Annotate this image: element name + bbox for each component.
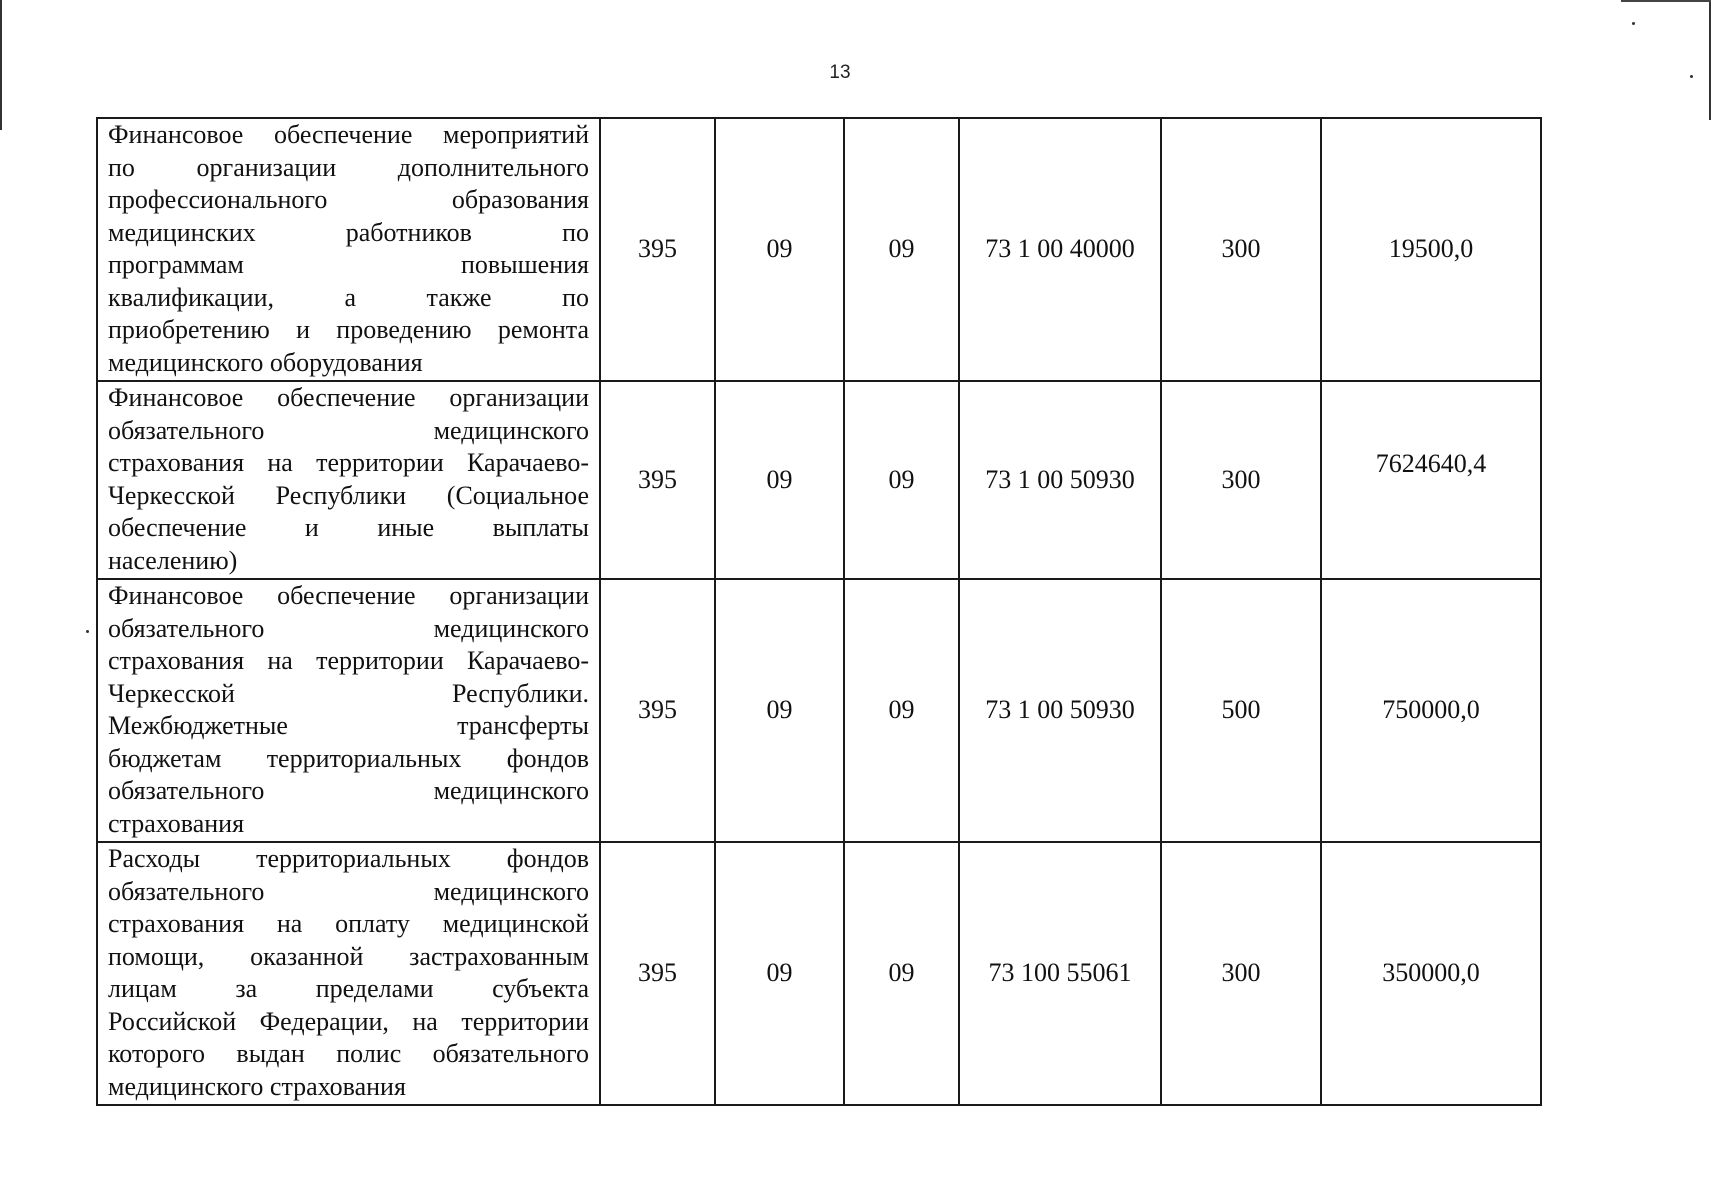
cell-subsection: 09 bbox=[844, 118, 959, 381]
page-number: 13 bbox=[829, 62, 851, 83]
budget-table bbox=[96, 117, 1542, 1106]
cell-subsection: 09 bbox=[844, 842, 959, 1105]
cell-admin-code: 395 bbox=[600, 381, 715, 579]
cell-target-article: 73 1 00 50930 bbox=[959, 579, 1161, 842]
scan-edge-top bbox=[1621, 0, 1711, 2]
cell-amount: 19500,0 bbox=[1321, 118, 1541, 381]
cell-amount: 350000,0 bbox=[1321, 842, 1541, 1105]
cell-admin-code: 395 bbox=[600, 579, 715, 842]
row-description: Финансовое обеспечение организации обязательного медицинского страхования на территории Карачаево- Черкесской Республики (Социальное обеспечение и иные выплаты населению) bbox=[97, 381, 600, 579]
cell-subsection: 09 bbox=[844, 579, 959, 842]
cell-target-article: 73 100 55061 bbox=[959, 842, 1161, 1105]
row-description: Финансовое обеспечение организации обязательного медицинского страхования на территории Карачаево- Черкесской Республики. Межбюджетные трансферты бюджетам территориальных фондов обязательного медицинского страхования bbox=[97, 579, 600, 842]
cell-admin-code: 395 bbox=[600, 842, 715, 1105]
table-row bbox=[97, 842, 1541, 1105]
cell-subsection: 09 bbox=[844, 381, 959, 579]
cell-expense-type: 300 bbox=[1161, 381, 1321, 579]
cell-section: 09 bbox=[715, 381, 844, 579]
cell-section: 09 bbox=[715, 118, 844, 381]
scan-speck bbox=[86, 630, 89, 633]
cell-expense-type: 500 bbox=[1161, 579, 1321, 842]
cell-amount: 750000,0 bbox=[1321, 579, 1541, 842]
scan-speck bbox=[1632, 22, 1635, 25]
table-row bbox=[97, 579, 1541, 842]
table-row bbox=[97, 118, 1541, 381]
cell-admin-code: 395 bbox=[600, 118, 715, 381]
row-description: Финансовое обеспечение мероприятий по организации дополнительного профессионального образования медицинских работников по программам повышения квалификации, а также по приобретению и проведению ремонта медицинского оборудования bbox=[97, 118, 600, 381]
cell-target-article: 73 1 00 50930 bbox=[959, 381, 1161, 579]
scan-speck bbox=[1690, 75, 1693, 78]
cell-amount: 7624640,4 bbox=[1321, 381, 1541, 579]
cell-section: 09 bbox=[715, 579, 844, 842]
cell-section: 09 bbox=[715, 842, 844, 1105]
table-row bbox=[97, 381, 1541, 579]
row-description: Расходы территориальных фондов обязательного медицинского страхования на оплату медицинской помощи, оказанной застрахованным лицам за пределами субъекта Российской Федерации, на территории которого выдан полис обязательного медицинского страхования bbox=[97, 842, 600, 1105]
cell-expense-type: 300 bbox=[1161, 118, 1321, 381]
cell-target-article: 73 1 00 40000 bbox=[959, 118, 1161, 381]
cell-expense-type: 300 bbox=[1161, 842, 1321, 1105]
